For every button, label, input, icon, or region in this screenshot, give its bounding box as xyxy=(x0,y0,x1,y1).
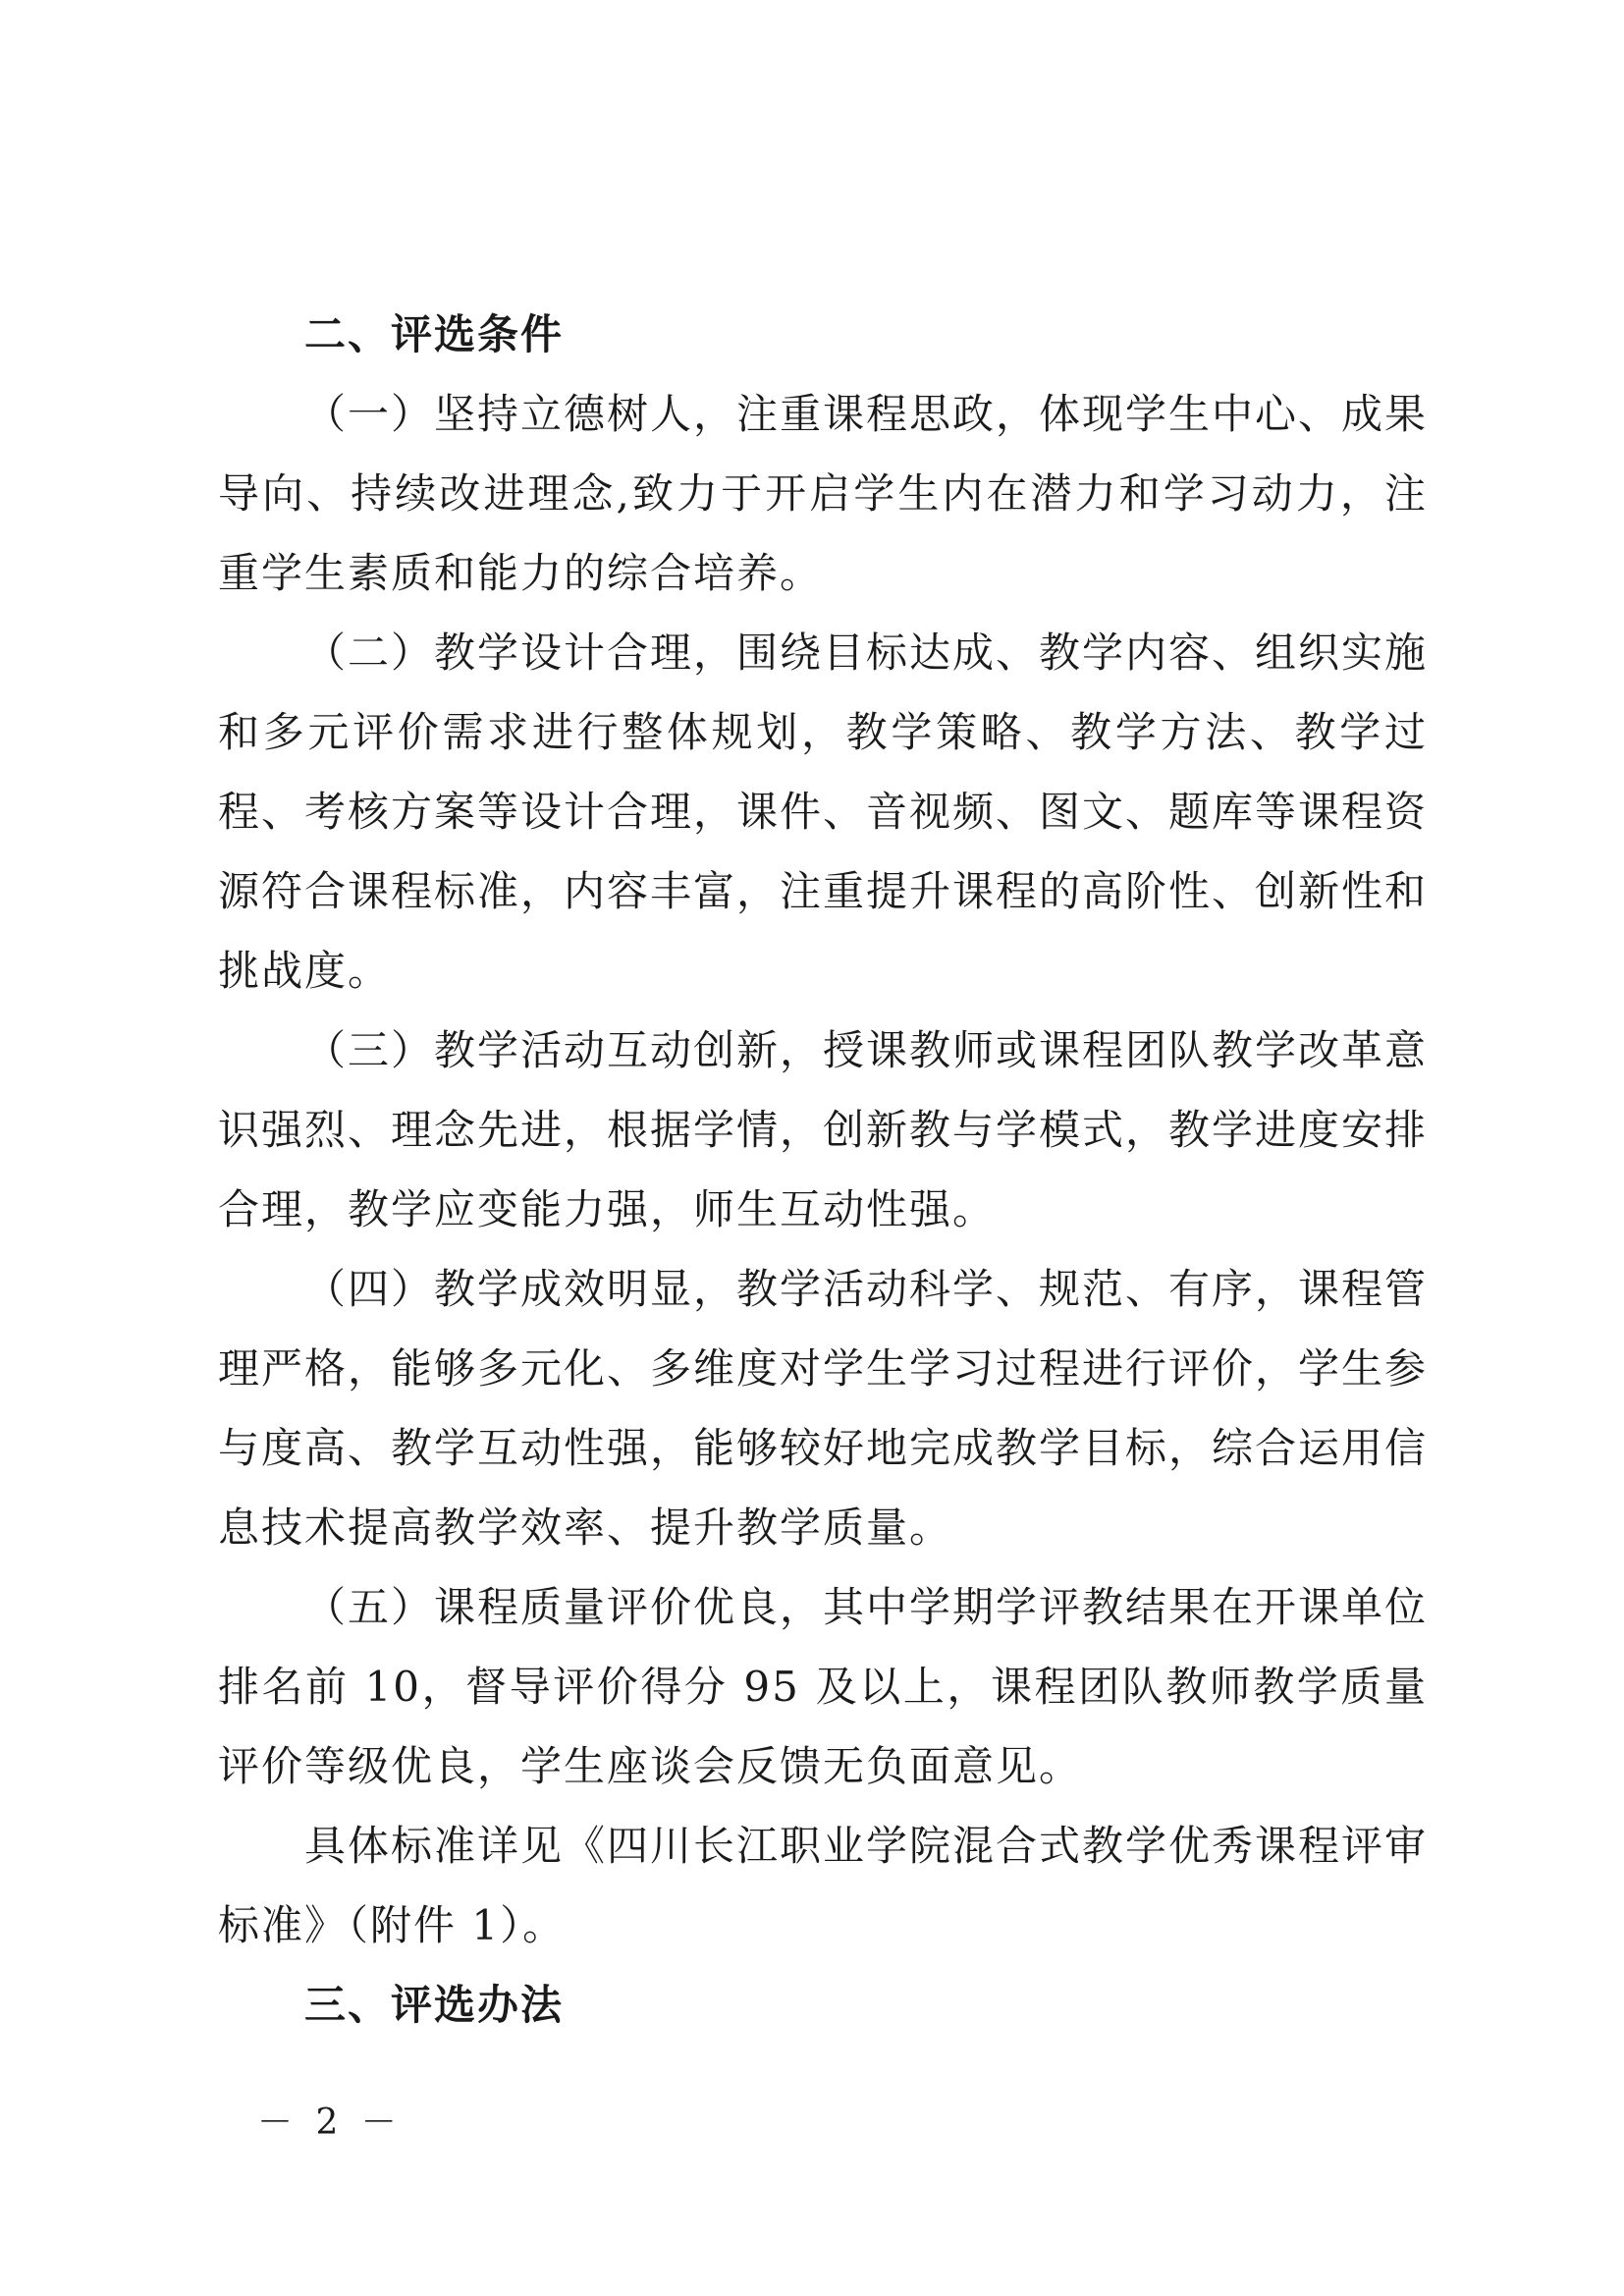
document-body xyxy=(218,295,1428,2045)
paragraph-criterion-4: （四）教学成效明显，教学活动科学、规范、有序，课程管理严格，能够多元化、多维度对学生学习过程进行评价，学生参与度高、教学互动性强，能够较好地完成教学目标，综合运用信息技术提高教学效率、提升教学质量。 xyxy=(218,1265,1429,1552)
section-three-heading: 三、评选办法 xyxy=(304,1981,565,2029)
section-two-heading: 二、评选条件 xyxy=(304,310,565,358)
paragraph-criterion-2: （二）教学设计合理，围绕目标达成、教学内容、组织实施和多元评价需求进行整体规划，教学策略、教学方法、教学过程、考核方案等设计合理，课件、音视频、图文、题库等课程资源符合课程标准，内容丰富，注重提升课程的高阶性、创新性和挑战度。 xyxy=(218,629,1429,995)
paragraph-standard-reference: 具体标准详见《四川长江职业学院混合式教学优秀课程评审标准》（附件 1）。 xyxy=(218,1822,1429,1949)
paragraph-criterion-3: （三）教学活动互动创新，授课教师或课程团队教学改革意识强烈、理念先进，根据学情，创新教与学模式，教学进度安排合理，教学应变能力强，师生互动性强。 xyxy=(218,1026,1429,1233)
paragraph-criterion-5: （五）课程质量评价优良，其中学期学评教结果在开课单位排名前 10，督导评价得分 95 及以上，课程团队教师教学质量评价等级优良，学生座谈会反馈无负面意见。 xyxy=(218,1583,1429,1790)
paragraph-criterion-1: （一）坚持立德树人，注重课程思政，体现学生中心、成果导向、持续改进理念,致力于开启学生内在潜力和学习动力，注重学生素质和能力的综合培养。 xyxy=(218,390,1429,597)
page-number: － 2 － xyxy=(257,2103,403,2143)
